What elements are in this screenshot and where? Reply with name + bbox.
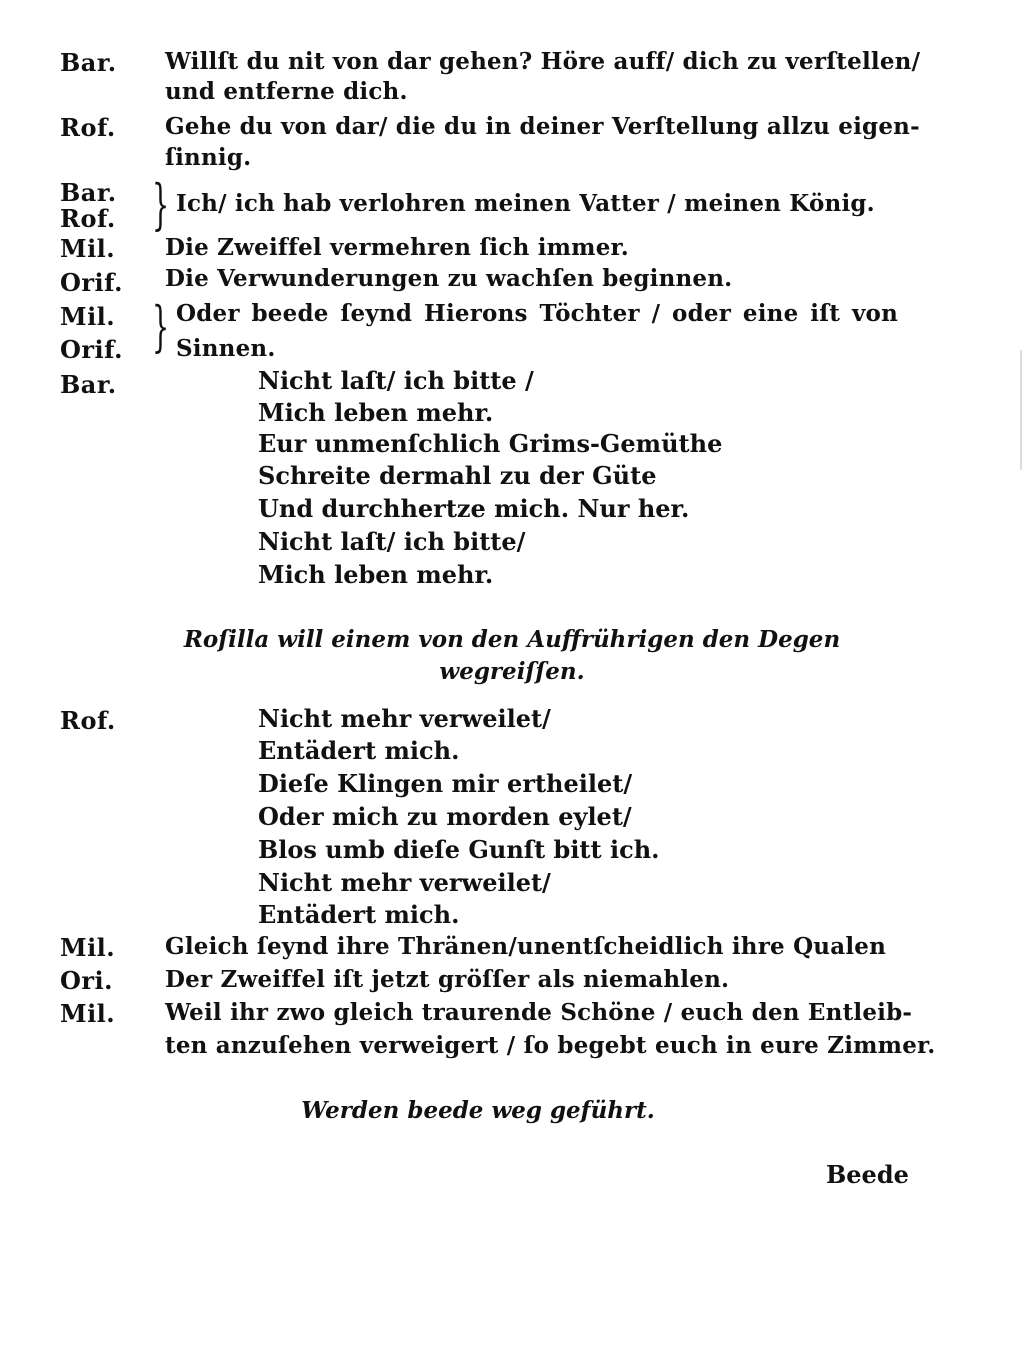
speaker-label: Mil. [60, 933, 116, 962]
verse-line: Nicht mehr verweilet/ [258, 868, 551, 897]
dialogue-line: und entferne dich. [165, 78, 408, 105]
dialogue-line: Gleich ſeynd ihre Thränen/unentſcheidlich ihre Qualen [165, 933, 887, 960]
verse-line: Und durchhertze mich. Nur her. [258, 494, 690, 523]
speaker-label: Orif. [60, 335, 123, 364]
verse-line: Nicht laſt/ ich bitte/ [258, 527, 526, 556]
verse-line: Entädert mich. [258, 736, 460, 765]
speaker-label: Rof. [60, 113, 116, 142]
dialogue-line: Gehe du von dar/ die du in deiner Verſtellung allzu eigen- [165, 113, 920, 140]
stage-direction: Roſilla will einem von den Auffrührigen den Degen [183, 626, 841, 653]
dialogue-line: ten anzuſehen verweigert / ſo begebt euch in eure Zimmer. [165, 1032, 936, 1059]
verse-line: Eur unmenſchlich Grims-Gemüthe [258, 429, 723, 458]
verse-line: Nicht mehr verweilet/ [258, 704, 551, 733]
stage-direction: Werden beede weg geführt. [301, 1097, 655, 1124]
speaker-label: Bar. [60, 370, 117, 399]
stage-direction: wegreiſſen. [439, 658, 585, 685]
verse-line: Mich leben mehr. [258, 560, 494, 589]
catchword: Beede [826, 1160, 909, 1189]
speaker-label: Mil. [60, 302, 116, 331]
speaker-label: Rof. [60, 204, 116, 233]
page-edge-shadow [1020, 350, 1022, 470]
dialogue-line: Oder beede ſeynd Hierons Töchter / oder eine iſt von [176, 300, 898, 327]
speaker-label: Mil. [60, 234, 116, 263]
speaker-label: Ori. [60, 966, 114, 995]
brace-icon: } [152, 295, 170, 358]
speaker-label: Rof. [60, 706, 116, 735]
verse-line: Blos umb dieſe Gunſt bitt ich. [258, 835, 660, 864]
verse-line: Entädert mich. [258, 900, 460, 929]
verse-line: Schreite dermahl zu der Güte [258, 461, 657, 490]
verse-line: Mich leben mehr. [258, 398, 494, 427]
speaker-label: Mil. [60, 999, 116, 1028]
dialogue-line: Die Zweiffel vermehren ſich immer. [165, 234, 629, 261]
dialogue-line: Der Zweiffel iſt jetzt gröſſer als niemahlen. [165, 966, 730, 993]
dialogue-line: ſinnig. [165, 144, 252, 171]
speaker-label: Bar. [60, 48, 117, 77]
dialogue-line: Die Verwunderungen zu wachſen beginnen. [165, 265, 733, 292]
verse-line: Nicht laſt/ ich bitte / [258, 366, 534, 395]
speaker-label: Bar. [60, 178, 117, 207]
dialogue-line: Sinnen. [176, 335, 276, 362]
dialogue-line: Willſt du nit von dar gehen? Höre auff/ dich zu verſtellen/ [165, 48, 921, 75]
brace-icon: } [152, 173, 170, 236]
dialogue-line: Ich/ ich hab verlohren meinen Vatter / meinen König. [176, 190, 875, 217]
verse-line: Oder mich zu morden eylet/ [258, 802, 632, 831]
dialogue-line: Weil ihr zwo gleich traurende Schöne / euch den Entleib- [165, 999, 913, 1026]
verse-line: Dieſe Klingen mir ertheilet/ [258, 769, 633, 798]
speaker-label: Orif. [60, 268, 123, 297]
